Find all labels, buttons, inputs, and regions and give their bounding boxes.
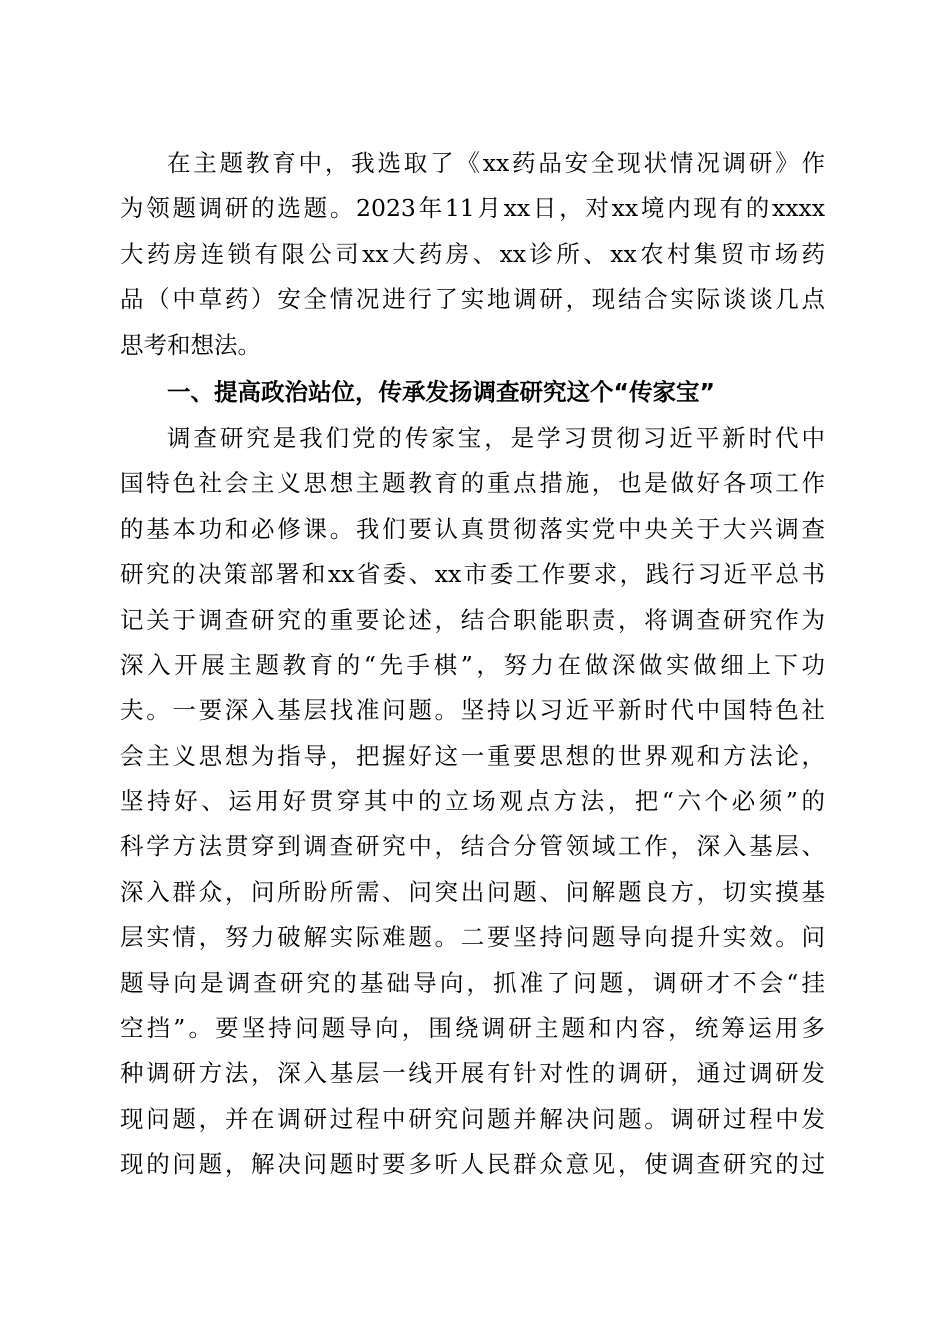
text-line: 为领题调研的选题。2023年11月xx日，对xx境内现有的xxxx [120,194,825,223]
text-line: 在主题教育中，我选取了《xx药品安全现状情况调研》作 [167,149,825,177]
text-line: 的基本功和必修课。我们要认真贯彻落实党中央关于大兴调查 [120,514,825,543]
text-line: 记关于调查研究的重要论述，结合职能职责，将调查研究作为 [120,605,825,634]
text-line: 现的问题，解决问题时要多听人民群众意见，使调查研究的过 [120,1150,825,1179]
text-line: 深入开展主题教育的“先手棋”，努力在做深做实做细上下功 [120,650,825,679]
text-line: 品（中草药）安全情况进行了实地调研，现结合实际谈谈几点 [120,285,825,314]
text-line: 科学方法贯穿到调查研究中，结合分管领域工作，深入基层、 [120,832,825,861]
text-line: 深入群众，问所盼所需、问突出问题、问解题良方，切实摸基 [120,877,825,906]
text-line: 国特色社会主义思想主题教育的重点措施，也是做好各项工作 [120,469,825,498]
text-line: 思考和想法。 [120,330,261,359]
text-line: 夫。一要深入基层找准问题。坚持以习近平新时代中国特色社 [120,696,825,725]
document-body [120,141,825,1188]
section-heading: 一、提高政治站位，传承发扬调查研究这个“传家宝” [167,377,715,406]
text-line: 题导向是调查研究的基础导向，抓准了问题，调研才不会“挂 [120,968,825,997]
section-paragraph [120,416,825,1188]
text-line: 坚持好、运用好贯穿其中的立场观点方法，把“六个必须”的 [120,787,825,816]
text-line: 会主义思想为指导，把握好这一重要思想的世界观和方法论， [120,741,825,770]
text-line: 空挡”。要坚持问题导向，围绕调研主题和内容，统筹运用多 [120,1014,825,1043]
text-line: 调查研究是我们党的传家宝，是学习贯彻习近平新时代中 [167,423,825,452]
text-line: 现问题，并在调研过程中研究问题并解决问题。调研过程中发 [120,1104,825,1133]
text-line: 层实情，努力破解实际难题。二要坚持问题导向提升实效。问 [120,923,825,952]
text-line: 大药房连锁有限公司xx大药房、xx诊所、xx农村集贸市场药 [120,239,825,268]
text-line: 种调研方法，深入基层一线开展有针对性的调研，通过调研发 [120,1059,825,1088]
intro-paragraph [120,141,825,368]
text-line: 研究的决策部署和xx省委、xx市委工作要求，践行习近平总书 [120,560,825,589]
